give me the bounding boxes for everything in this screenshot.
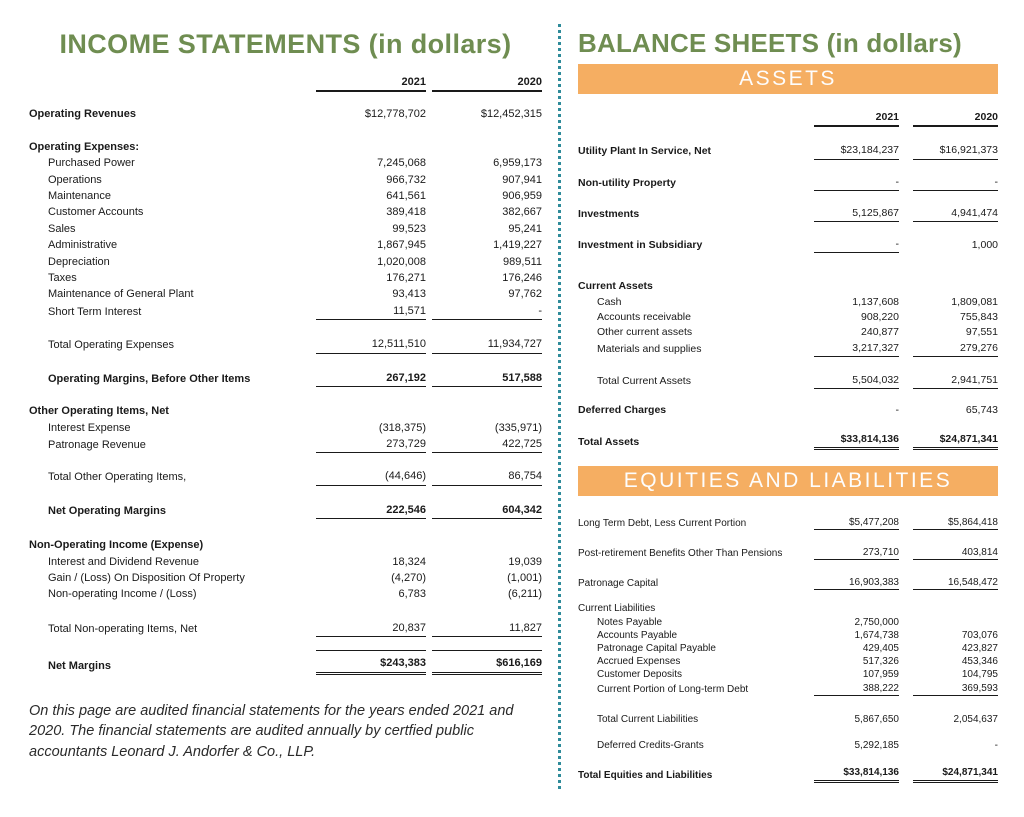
row-operating-margins: Operating Margins, Before Other Items 267,192 517,588 (29, 370, 542, 387)
row-materials-and-supplies: Materials and supplies 3,217,327 279,276 (578, 341, 998, 357)
row-total-current-assets: Total Current Assets 5,504,032 2,941,751 (578, 373, 998, 389)
balance-year-header (578, 110, 998, 127)
row-current-portion-long-term-debt: Current Portion of Long-term Debt 388,222 369,593 (597, 682, 998, 695)
row-purchased-power: Purchased Power 7,245,068 6,959,173 (48, 157, 542, 170)
income-col-2021: 2021 (316, 74, 426, 92)
row-net-operating-margins: Net Operating Margins 222,546 604,342 (29, 502, 542, 519)
row-patronage-revenue: Patronage Revenue 273,729 422,725 (29, 436, 542, 453)
row-other-current-assets: Other current assets 240,877 97,551 (597, 326, 998, 339)
row-post-retirement-benefits: Post-retirement Benefits Other Than Pensions 273,710 403,814 (578, 547, 998, 560)
dotted-divider (558, 24, 561, 790)
row-interest-dividend-revenue: Interest and Dividend Revenue 18,324 19,039 (48, 555, 542, 568)
row-current-assets-header: Current Assets (578, 280, 653, 293)
row-total-non-operating-items: Total Non-operating Items, Net 20,837 11,827 (29, 620, 542, 637)
row-maintenance: Maintenance 641,561 906,959 (48, 190, 542, 203)
income-col-2020: 2020 (432, 74, 542, 92)
row-notes-payable: Notes Payable 2,750,000 (597, 616, 899, 628)
row-non-utility-property: Non-utility Property - - (578, 175, 998, 191)
row-investment-in-subsidiary: Investment in Subsidiary - 1,000 (578, 237, 998, 253)
row-non-operating-income-loss: Non-operating Income / (Loss) 6,783 (6,211) (48, 588, 542, 601)
balance-sheet-panel (578, 28, 998, 783)
row-other-operating-items-header: Other Operating Items, Net (29, 405, 169, 418)
row-operating-expenses-header: Operating Expenses: (29, 140, 140, 153)
row-customer-accounts: Customer Accounts 389,418 382,667 (48, 206, 542, 219)
audit-footnote: On this page are audited financial statements for the years ended 2021 and 2020. The financial statements are audited annually by certfied public accountants Leonard J. Andorfer & Co., LLP. (29, 702, 514, 760)
row-investments: Investments 5,125,867 4,941,474 (578, 206, 998, 222)
row-accrued-expenses: Accrued Expenses 517,326 453,346 (597, 656, 998, 668)
row-cash: Cash 1,137,608 1,809,081 (597, 295, 998, 308)
row-taxes: Taxes 176,271 176,246 (48, 272, 542, 285)
balance-sheets-title: BALANCE SHEETS (in dollars) (578, 28, 962, 58)
row-net-margins: Net Margins $243,383 $616,169 (29, 655, 542, 674)
row-gain-loss-disposition: Gain / (Loss) On Disposition Of Property (4,270) (1,001) (48, 571, 542, 584)
balance-col-2020: 2020 (913, 110, 998, 127)
row-administrative: Administrative 1,867,945 1,419,227 (48, 239, 542, 252)
row-accounts-payable: Accounts Payable 1,674,738 703,076 (597, 629, 998, 641)
row-customer-deposits: Customer Deposits 107,959 104,795 (597, 669, 998, 681)
row-total-current-liabilities: Total Current Liabilities 5,867,650 2,054,637 (597, 713, 998, 725)
row-operating-revenues: Operating Revenues $12,778,702 $12,452,315 (29, 108, 542, 121)
row-operations: Operations 966,732 907,941 (48, 173, 542, 186)
income-statements-title: INCOME STATEMENTS (in dollars) (59, 29, 512, 59)
row-deferred-charges: Deferred Charges - 65,743 (578, 404, 998, 417)
row-long-term-debt: Long Term Debt, Less Current Portion $5,477,208 $5,864,418 (578, 516, 998, 529)
row-total-equities-liabilities: Total Equities and Liabilities $33,814,136 $24,871,341 (578, 767, 998, 782)
row-current-liabilities-header: Current Liabilities (578, 603, 656, 615)
row-sales: Sales 99,523 95,241 (48, 222, 542, 235)
row-interest-expense: Interest Expense (318,375) (335,971) (48, 421, 542, 434)
row-utility-plant: Utility Plant In Service, Net $23,184,237 $16,921,373 (578, 143, 998, 159)
balance-col-2021: 2021 (814, 110, 899, 127)
equities-liabilities-banner: EQUITIES AND LIABILITIES (578, 466, 998, 496)
row-total-assets: Total Assets $33,814,136 $24,871,341 (578, 432, 998, 450)
income-statement-panel (29, 28, 542, 762)
row-maintenance-general-plant: Maintenance of General Plant 93,413 97,762 (48, 288, 542, 301)
row-accounts-receivable: Accounts receivable 908,220 755,843 (597, 311, 998, 324)
row-non-operating-income-header: Non-Operating Income (Expense) (29, 539, 204, 552)
assets-banner: ASSETS (578, 64, 998, 94)
income-year-header (29, 74, 542, 92)
row-total-operating-expenses: Total Operating Expenses 12,511,510 11,934,727 (29, 336, 542, 353)
row-depreciation: Depreciation 1,020,008 989,511 (48, 255, 542, 268)
equities-section (578, 516, 998, 783)
net-margins-top-rule (29, 650, 542, 651)
row-short-term-interest: Short Term Interest 11,571 - (29, 303, 542, 320)
row-patronage-capital: Patronage Capital 16,903,383 16,548,472 (578, 577, 998, 590)
row-patronage-capital-payable: Patronage Capital Payable 429,405 423,827 (597, 643, 998, 655)
row-total-other-operating-items: Total Other Operating Items, (44,646) 86,754 (29, 468, 542, 485)
row-deferred-credits-grants: Deferred Credits-Grants 5,292,185 - (597, 740, 998, 752)
